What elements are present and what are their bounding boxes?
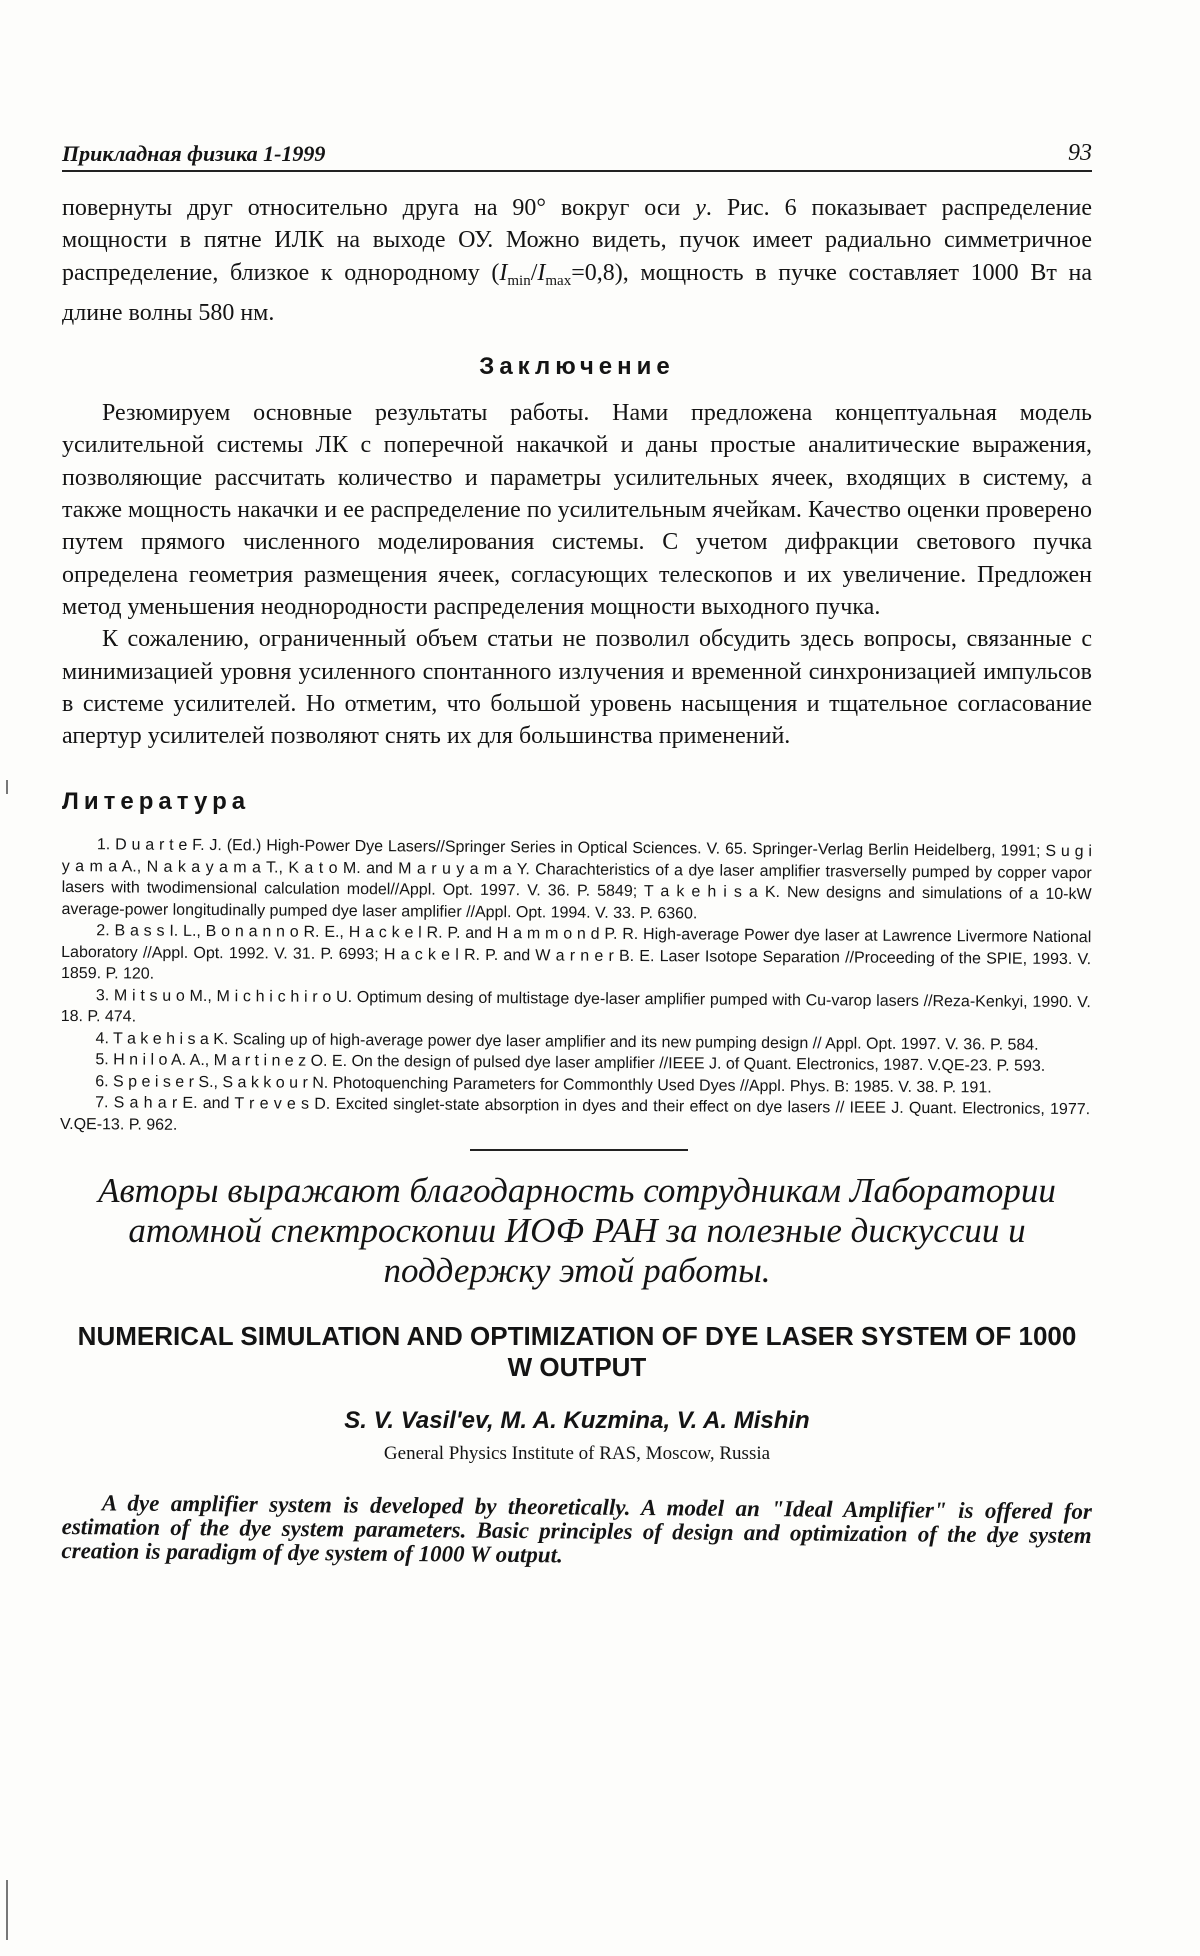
reference-item: 6. S p e i s e r S., S a k k o u r N. Photoquenching Parameters for Commonthly Used Dyes //Appl. Phys. B: 1985. V. 38. P. 191. bbox=[95, 1073, 992, 1097]
intro-text: повернуты друг относительно друга на 90° вокруг оси bbox=[62, 195, 696, 221]
ratio-slash: / bbox=[530, 259, 538, 286]
intro-text: . Рис. 6 показывает распределение мощности в пятне ИЛК на выходе ОУ. Можно видеть, пучок имеет радиально симметричное распределение, близкое к однородному ( bbox=[62, 195, 1092, 286]
journal-page bbox=[59, 140, 1092, 1568]
page-number: 93 bbox=[1068, 140, 1092, 166]
english-abstract bbox=[61, 1491, 1092, 1572]
intro-paragraph bbox=[62, 192, 1092, 329]
i-symbol: I bbox=[537, 259, 546, 286]
binding-edge-mark bbox=[6, 1880, 8, 1940]
abstract-text: A dye amplifier system is developed by theoretically. A model an "Ideal Amplifier" is offered for estimation of the dye system parameters. Basic principles of design and optimization of the dye system creation is paradigm of dye system of 1000 W output. bbox=[61, 1490, 1092, 1568]
reference-item: 2. B a s s I. L., B o n a n n o R. E., H a c k e l R. P. and H a m m o n d P. R. High-average Power dye laser at Lawrence Livermore National Laboratory //Appl. Opt. 1992. V. 31. P. 6993; H a c k e l R. P. and W a r n e r B. E. Laser Isotope Separation //Proceeding of the SPIE, 1993. V. 1859. P. 120. bbox=[60, 922, 1092, 984]
english-authors: S. V. Vasil'ev, M. A. Kuzmina, V. A. Mishin bbox=[344, 1407, 810, 1435]
reference-item: 5. H n i l o A. A., M a r t i n e z O. E. On the design of pulsed dye laser amplifier //IEEE J. of Quant. Electronics, 1987. V.QE-23. P. 593. bbox=[95, 1051, 1046, 1076]
english-title: NUMERICAL SIMULATION AND OPTIMIZATION OF DYE LASER SYSTEM OF 1000 W OUTPUT bbox=[77, 1321, 1077, 1383]
min-subscript: min bbox=[507, 272, 531, 289]
reference-item: 1. D u a r t e F. J. (Ed.) High-Power Dye Lasers//Springer Series in Optical Sciences. V. 65. Springer-Verlag Berlin Heidelberg, 1991; S u g i y a m a A., N a k a y a m a T., K a t o M. and M a r u y a m a Y. Charachteristics of a dye laser amplifier trasverselly pumped by copper vapor lasers with twodimensional calculation model//Appl. Opt. 1997. V. 36. P. 5849; T a k e h i s a K. New designs and simulations of a 10-kW average-power longitudinally pumped dye laser amplifier //Appl. Opt. 1994. V. 33. P. 6360. bbox=[61, 836, 1092, 923]
reference-item: 4. T a k e h i s a K. Scaling up of high-average power dye laser amplifier and its new pumping design // Appl. Opt. 1997. V. 36. P. 584. bbox=[95, 1030, 1039, 1054]
english-affiliation: General Physics Institute of RAS, Moscow, Russia bbox=[383, 1443, 771, 1465]
journal-title: Прикладная физика 1-1999 bbox=[62, 141, 326, 166]
reference-item: 3. M i t s u o M., M i c h i c h i r o U. Optimum desing of multistage dye-laser amplifier pumped with Cu-varop lasers //Reza-Kenkyi, 1990. V. 18. P. 474. bbox=[60, 987, 1091, 1026]
running-header bbox=[62, 140, 1092, 172]
i-symbol: I bbox=[499, 259, 508, 286]
max-subscript: max bbox=[545, 272, 572, 289]
conclusion-heading: Заключение bbox=[479, 353, 675, 381]
literature-heading: Литература bbox=[62, 788, 251, 816]
binding-edge-mark bbox=[6, 780, 8, 794]
reference-list bbox=[60, 834, 1092, 1142]
intro-text: =0,8), мощность в пучке составляет 1000 Вт на длине волны 580 нм. bbox=[62, 259, 1092, 326]
acknowledgement: Авторы выражают благодарность сотрудникам Лаборатории атомной спектроскопии ИОФ РАН за полезные дискуссии и поддержку этой работы. bbox=[98, 1171, 1056, 1291]
axis-symbol: y bbox=[695, 195, 706, 221]
section-divider bbox=[470, 1149, 688, 1151]
conclusion-paragraph: Резюмируем основные результаты работы. Нами предложена концептуальная модель усилительной системы ЛК с поперечной накачкой и даны простые аналитические выражения, позволяющие рассчитать количество и параметры усилительных ячеек, входящих в систему, а также мощность накачки и ее распределение по усилительным ячейкам. Качество оценки проверено путем прямого численного моделирования системы. С учетом дифракции светового пучка определена геометрия размещения ячеек, согласующих телескопов и их увеличение. Предложен метод уменьшения неоднородности распределения мощности выходного пучка. bbox=[62, 400, 1092, 620]
conclusion-paragraph: К сожалению, ограниченный объем статьи не позволил обсудить здесь вопросы, связанные с минимизацией уровня усиленного спонтанного излучения и временной синхронизацией импульсов в системе усилителей. Но отметим, что большой уровень насыщения и тщательное согласование апертур усилителей позволяют снять их для большинства применений. bbox=[62, 626, 1092, 750]
conclusion-body bbox=[62, 397, 1092, 752]
reference-item: 7. S a h a r E. and T r e v e s D. Excited singlet-state absorption in dyes and their effect on dye lasers // IEEE J. Quant. Electronics, 1977. V.QE-13. P. 962. bbox=[59, 1094, 1091, 1134]
